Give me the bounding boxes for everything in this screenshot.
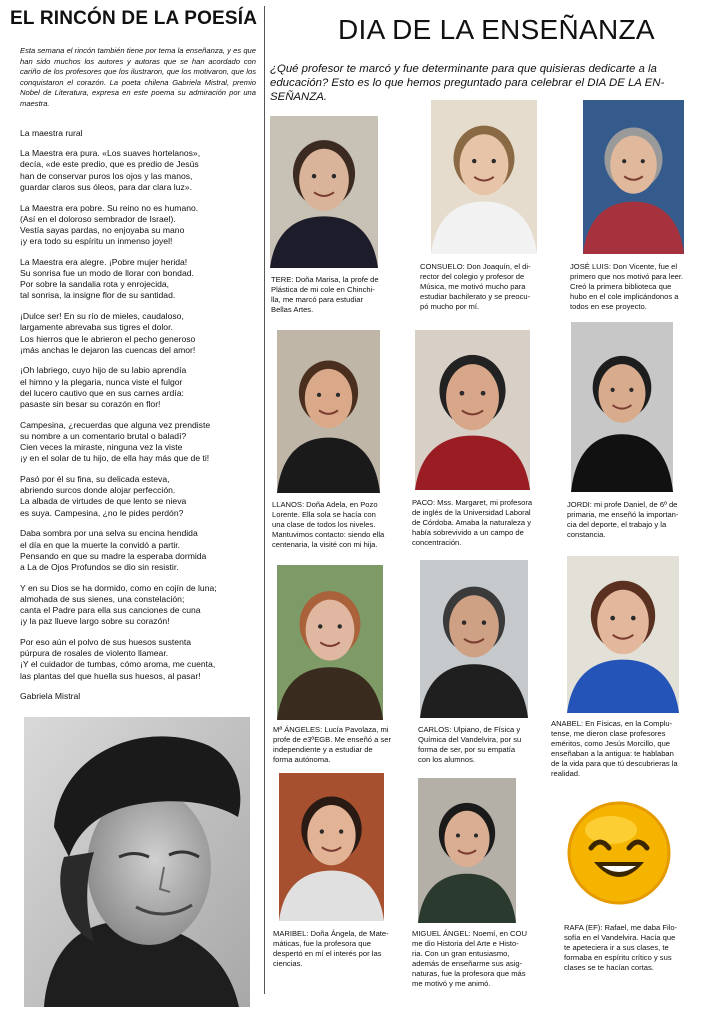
teacher-caption-rafa [564, 923, 677, 973]
teacher-photo-jose-luis [583, 100, 684, 254]
poem-line: ¡Dulce ser! En su río de mieles, caudaloso, [20, 311, 184, 322]
teacher-caption-maria-angeles [273, 725, 391, 765]
poem-line: Pensando en que su madre la esperaba dormida [20, 550, 207, 561]
caption-line: TERE: Doña Marisa, la profe de [271, 275, 379, 284]
poem-line: guardar claros sus óleos, para dar clara luz». [20, 181, 192, 192]
poem-stanza [20, 203, 260, 248]
caption-line: Música, me motivó mucho para [420, 282, 526, 291]
caption-line: naturas, fue la profesora que más [412, 969, 526, 978]
caption-line: de Córdoba. Amaba la naturaleza y [412, 518, 532, 527]
caption-line: Mantuvimos contacto: siendo ella [272, 530, 385, 539]
teacher-caption-maribel [273, 929, 389, 969]
caption-line: clases se te hacían cortas. [564, 963, 654, 972]
poem-stanza [20, 365, 260, 410]
teacher-caption-paco [412, 498, 532, 548]
caption-line: pó mucho por mí. [420, 302, 480, 311]
caption-line: eméritos, como Jesús Morcillo, que [551, 739, 671, 748]
caption-line: había sobrevivido a un campo de [412, 528, 524, 537]
poem-stanza [20, 528, 260, 573]
poem-line: ¡y la paz llueve largo sobre su corazón! [20, 616, 170, 627]
poem-line: largamente abrevaba sus tigres el dolor. [20, 322, 173, 333]
poem-line: Por sobre la sandalia rota y enrojecida, [20, 279, 170, 290]
poem-line: su nombre a un comentario brutal o baladí? [20, 430, 187, 441]
caption-line: máticas, fue la profesora que [273, 939, 371, 948]
teacher-photo-consuelo [431, 100, 537, 254]
caption-line: además de enseñarme sus asig- [412, 959, 523, 968]
poetry-corner-title: EL RINCÓN DE LA POESÍA [10, 8, 258, 29]
poem-line: pasaste sin besar su corazón en flor! [20, 399, 161, 410]
caption-line: de inglés de la Universidad Laboral [412, 508, 531, 517]
poem-line: abriendo surcos donde alojar perfección. [20, 485, 176, 496]
caption-line: me dio Historia del Arte e Histo- [412, 939, 519, 948]
caption-line: Plástica de mi cole en Chinchi- [271, 285, 375, 294]
caption-line: tense, me dieron clase profesores [551, 729, 666, 738]
caption-line: CONSUELO: Don Joaquín, el di- [420, 262, 531, 271]
teaching-day-title: DIA DE LA ENSEÑANZA [338, 14, 655, 45]
caption-line: rector del colegio y profesor de [420, 272, 525, 281]
poetry-intro: Esta semana el rincón también tiene por tema la enseñanza, y es que han sido muchos los autores y autoras que se han acordado con cariño de los profesores que los ilustraron, que los motivaron, que los conquistaron el corazón. La poeta chilena Gabriela Mistral, premio Nobel de Literatura, expresa en este poema su admiración por una maestra. [20, 46, 256, 108]
poem-line: tal sonrisa, la insigne flor de su santidad. [20, 290, 176, 301]
caption-line: me motivó y me animó. [412, 979, 491, 988]
caption-line: RAFA (EF): Rafael, me daba Filo- [564, 923, 678, 932]
poem-line: decía, «de este predio, que es predio de Jesús [20, 159, 199, 170]
caption-line: forma de ser, por su empatía [418, 745, 516, 754]
teacher-photo-carlos [420, 560, 528, 718]
caption-line: una clase de todos los niveles. [272, 520, 376, 529]
teacher-caption-consuelo [420, 262, 531, 312]
poem-line: La Maestra era alegre. ¡Pobre mujer herida! [20, 256, 188, 267]
caption-line: centenaria, la visité con mi hija. [272, 540, 378, 549]
caption-line: despertó en mí el interés por las [273, 949, 382, 958]
caption-line: primero que nos motivó para leer. [570, 272, 684, 281]
poem-line: Cien veces la miraste, ninguna vez la viste [20, 442, 183, 453]
poem-line: (Así en el doloroso sembrador de Israel). [20, 213, 176, 224]
caption-line: CARLOS: Ulpiano, de Física y [418, 725, 521, 734]
smiling-face-emoji-icon [566, 800, 672, 906]
poem-stanza [20, 148, 260, 193]
caption-line: estudiar bachilerato y se preocu- [420, 292, 531, 301]
teacher-caption-jose-luis [570, 262, 683, 312]
teacher-caption-miguel-angel [412, 929, 527, 989]
poem-line: Su sonrisa fue un modo de llorar con bondad. [20, 268, 194, 279]
poem-author: Gabriela Mistral [20, 691, 81, 702]
caption-line: profe de e3ºEGB. Me enseñó a ser [273, 735, 392, 744]
poem-line: Vestía sayas pardas, no enjoyaba su mano [20, 224, 185, 235]
caption-line: todos en ese proyecto. [570, 302, 647, 311]
teacher-photo-llanos [277, 330, 380, 493]
poem-line: ¡más anchas le dejaron las cuencas del amor! [20, 344, 196, 355]
caption-line: ria. Con un gran entusiasmo, [412, 949, 510, 958]
poem-line: Por eso aún el polvo de sus huesos sustenta [20, 637, 192, 648]
poem-line: a La de Ojos Profundos se dio sin resistir. [20, 562, 179, 572]
poem-line: el himno y la plegaria, nunca viste el fulgor [20, 376, 183, 387]
caption-line: hubo en el cole implicándonos a [570, 292, 679, 301]
poem-line: Daba sombra por una selva su encina hendida [20, 528, 198, 539]
poem-stanza [20, 311, 260, 356]
poem [20, 128, 260, 703]
caption-line: forma autónoma. [273, 755, 331, 764]
poem-stanza [20, 474, 260, 519]
poem-line: La Maestra era pobre. Su reino no es humano. [20, 202, 199, 213]
teacher-photo-maribel [279, 773, 384, 921]
teacher-caption-jordi [567, 500, 678, 540]
teacher-caption-carlos [418, 725, 521, 765]
poem-title: La maestra rural [20, 128, 83, 138]
teacher-caption-tere [271, 275, 379, 315]
teacher-photo-tere [270, 116, 378, 268]
poem-line: del lucero cautivo que en sus carnes ardía: [20, 387, 184, 398]
caption-line: JOSÉ LUIS: Don Vicente, fue el [570, 262, 678, 271]
teacher-photo-maria-angeles [277, 565, 383, 720]
poem-line: el día en que la muerte la convidó a partir. [20, 539, 181, 550]
caption-line: realidad. [551, 769, 581, 778]
poem-line: canta el Padre para ella sus canciones de cuna [20, 605, 201, 616]
poem-line: las plantas del que huella sus huesos, al pasar! [20, 670, 201, 681]
poem-stanza [20, 637, 260, 682]
poem-line: es suya. Campesina, ¿no le pides perdón? [20, 507, 184, 518]
caption-line: MIGUEL ÁNGEL: Noemí, en COU [412, 929, 527, 938]
caption-line: primaria, me enseñó la importan- [567, 510, 679, 519]
poem-stanza [20, 257, 260, 302]
caption-line: concentración. [412, 538, 462, 547]
teacher-caption-llanos [272, 500, 384, 550]
gabriela-mistral-portrait [24, 717, 250, 1007]
caption-line: Química del Vandelvira, por su [418, 735, 522, 744]
poem-line: Y en su Dios se ha dormido, como en cojín de luna; [20, 582, 217, 593]
poem-line: ¡y era todo su espíritu un inmenso joyel! [20, 236, 173, 247]
poem-line: púrpura de rosales de violento llamear. [20, 648, 169, 659]
poem-line: ¡Oh labriego, cuyo hijo de su labio aprendía [20, 365, 187, 376]
caption-line: ciencias. [273, 959, 303, 968]
teacher-photo-jordi [571, 322, 673, 492]
caption-line: constancia. [567, 530, 606, 539]
teacher-photo-miguel-angel [418, 778, 516, 923]
caption-line: PACO: Mss. Margaret, mi profesora [412, 498, 533, 507]
poem-line: han de conservar puros los ojos y las manos, [20, 170, 193, 181]
poetry-corner-column [0, 0, 264, 1024]
poem-line: almohada de sus sienes, una constelación; [20, 593, 185, 604]
caption-line: ANABEL: En Físicas, en la Complu- [551, 719, 673, 728]
caption-line: Creó la primera biblioteca que [570, 282, 672, 291]
caption-line: Bellas Artes. [271, 305, 314, 314]
caption-line: formaba en espíritu crítico y sus [564, 953, 672, 962]
poem-line: ¡Y el cuidador de tumbas, cómo aroma, me cuenta, [20, 659, 216, 670]
survey-question: ¿Qué profesor te marcó y fue determinante para que quisieras dedicarte a la educación? Esto es lo que hemos preguntado para celebrar el DIA DE LA EN-SEÑANZA. [270, 63, 665, 103]
teacher-photo-anabel [567, 556, 679, 713]
caption-line: independiente y a estudiar de [273, 745, 373, 754]
caption-line: cia del deporte, el trabajo y la [567, 520, 667, 529]
caption-line: enseñaban a la antigua: te hablaban [551, 749, 674, 758]
caption-line: te apeteciera ir a sus clases, te [564, 943, 669, 952]
caption-line: de la vida para que tú descubrieras la [551, 759, 678, 768]
caption-line: Lorente. Ella sola se hacía con [272, 510, 376, 519]
teacher-photo-paco [415, 330, 530, 490]
caption-line: con los alumnos. [418, 755, 475, 764]
teacher-caption-anabel [551, 719, 678, 779]
poem-stanza [20, 583, 260, 628]
poem-line: La albada de virtudes de que lento se nieva [20, 496, 187, 507]
caption-line: LLANOS: Doña Adela, en Pozo [272, 500, 378, 509]
caption-line: Mª ÁNGELES: Lucía Pavolaza, mi [273, 725, 389, 734]
poem-line: Los hierros que le abrieron el pecho generoso [20, 333, 196, 344]
poem-line: ¡y en el solar de tu hijo, de ella hay más que de ti! [20, 453, 210, 464]
poem-stanza [20, 420, 260, 465]
caption-line: lla, me marcó para estudiar [271, 295, 364, 304]
poem-line: La Maestra era pura. «Los suaves hortelanos», [20, 148, 201, 159]
caption-line: sofía en el Vandelvira. Hacía que [564, 933, 676, 942]
caption-line: JORDI: mi profe Daniel, de 6º de [567, 500, 678, 509]
caption-line: MARIBEL: Doña Ángela, de Mate- [273, 929, 389, 938]
poem-line: Campesina, ¿recuerdas que alguna vez prendiste [20, 419, 211, 430]
column-divider [264, 6, 265, 994]
poem-line: Pasó por él su fina, su delicada esteva, [20, 474, 170, 485]
